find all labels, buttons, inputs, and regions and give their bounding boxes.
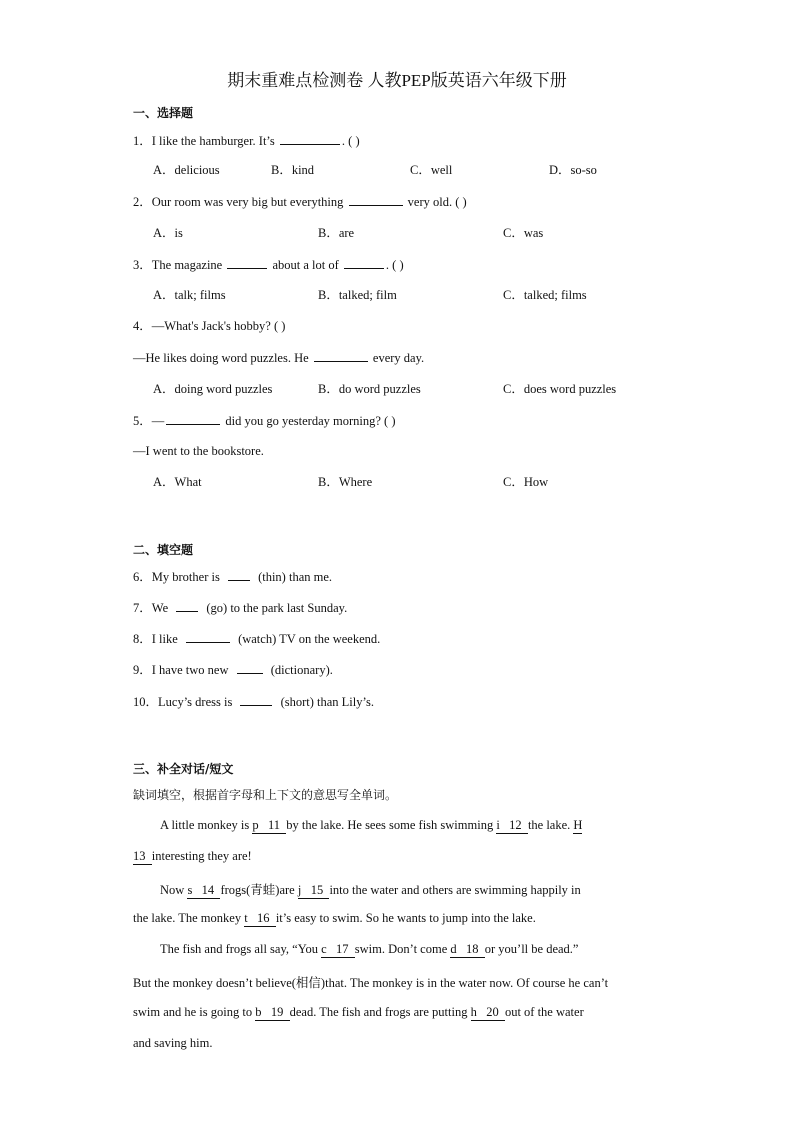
question-4-reply <box>133 349 424 366</box>
cloze-blank-12[interactable]: i 12 <box>496 818 528 832</box>
question-5-reply: —I went to the bookstore. <box>133 444 264 458</box>
passage-line <box>160 942 692 958</box>
section-heading-choice: 一、选择题 <box>133 106 194 120</box>
question-text: . ( ) <box>385 258 404 272</box>
answer-blank[interactable] <box>176 599 198 612</box>
option-b[interactable]: B．talked; film <box>318 288 397 302</box>
question-text: The magazine <box>151 258 223 272</box>
answer-blank[interactable] <box>186 630 230 643</box>
question-text: (watch) TV on the weekend. <box>238 632 381 646</box>
question-3 <box>133 256 404 273</box>
option-a[interactable]: A．is <box>153 226 183 240</box>
question-number: 4． <box>133 319 152 333</box>
question-6 <box>133 568 332 585</box>
cloze-instruction: 缺词填空，根据首字母和上下文的意思写全单词。 <box>133 788 398 802</box>
question-1 <box>133 132 360 149</box>
answer-blank[interactable] <box>314 349 368 362</box>
question-5 <box>133 412 396 429</box>
answer-blank[interactable] <box>227 256 267 269</box>
question-text: (go) to the park last Sunday. <box>206 601 348 615</box>
cloze-blank-14[interactable]: s 14 <box>187 883 221 897</box>
answer-blank[interactable] <box>228 568 250 581</box>
question-text: —What's Jack's hobby? ( ) <box>151 319 286 333</box>
cloze-blank-13[interactable]: 13 <box>133 849 152 863</box>
passage-text: interesting they are! <box>151 849 252 863</box>
option-b[interactable]: B．Where <box>318 475 373 489</box>
passage-text: by the lake. He sees some fish swimming <box>286 818 497 832</box>
option-a[interactable]: A．What <box>153 475 202 489</box>
passage-line <box>133 849 665 865</box>
question-text: I like <box>151 632 178 646</box>
option-a[interactable]: A．talk; films <box>153 288 226 302</box>
option-b[interactable]: B．do word puzzles <box>318 382 421 396</box>
question-text: (short) than Lily’s. <box>280 695 374 709</box>
cloze-blank-13a[interactable]: H <box>573 818 583 832</box>
question-text: Lucy’s dress is <box>158 695 233 709</box>
option-c[interactable]: C．well <box>410 163 453 177</box>
page-title: 期末重难点检测卷 人教PEP版英语六年级下册 <box>227 71 567 90</box>
option-a[interactable]: A．doing word puzzles <box>153 382 273 396</box>
passage-text: or you’ll be dead.” <box>484 942 579 956</box>
question-text: very old. ( ) <box>407 195 467 209</box>
option-a[interactable]: A．delicious <box>153 163 220 177</box>
cloze-blank-11[interactable]: p 11 <box>252 818 287 832</box>
question-number: 1． <box>133 134 152 148</box>
question-number: 9． <box>133 663 152 677</box>
question-10 <box>133 693 374 710</box>
passage-line <box>133 911 665 927</box>
answer-blank[interactable] <box>237 661 263 674</box>
option-c[interactable]: C．How <box>503 475 549 489</box>
answer-blank[interactable] <box>166 412 220 425</box>
option-c[interactable]: C．talked; films <box>503 288 587 302</box>
question-8 <box>133 630 380 647</box>
cloze-blank-16[interactable]: t 16 <box>244 911 276 925</box>
question-number: 8． <box>133 632 152 646</box>
passage-text: the lake. <box>527 818 574 832</box>
passage-line <box>160 818 692 834</box>
passage-text: the lake. The monkey <box>133 911 245 925</box>
question-number: 5． <box>133 414 152 428</box>
question-text: Our room was very big but everything <box>151 195 344 209</box>
passage-text: A little monkey is <box>160 818 253 832</box>
option-c[interactable]: C．does word puzzles <box>503 382 617 396</box>
cloze-blank-18[interactable]: d 18 <box>450 942 485 956</box>
option-d[interactable]: D．so-so <box>549 163 597 177</box>
cloze-blank-17[interactable]: c 17 <box>321 942 355 956</box>
section-heading-fill: 二、填空题 <box>133 543 194 557</box>
passage-line <box>133 973 665 991</box>
question-7 <box>133 599 347 616</box>
passage-text: Now <box>160 883 188 897</box>
passage-text: it’s easy to swim. So he wants to jump into the lake. <box>275 911 536 925</box>
question-text: My brother is <box>151 570 220 584</box>
question-text: We <box>151 601 169 615</box>
cloze-blank-19[interactable]: b 19 <box>255 1005 290 1019</box>
answer-blank[interactable] <box>280 132 340 145</box>
question-text: (dictionary). <box>270 663 333 677</box>
passage-line <box>133 1036 665 1051</box>
passage-text: frogs(青蛙)are <box>220 883 298 897</box>
passage-text: The fish and frogs all say, “You <box>160 942 322 956</box>
answer-blank[interactable] <box>240 693 272 706</box>
question-2 <box>133 193 467 210</box>
question-text: I have two new <box>151 663 229 677</box>
question-4 <box>133 318 285 334</box>
question-number: 7． <box>133 601 152 615</box>
question-text: . ( ) <box>341 134 360 148</box>
question-number: 2． <box>133 195 152 209</box>
passage-text: swim. Don’t come <box>354 942 451 956</box>
option-b[interactable]: B．are <box>318 226 355 240</box>
question-number: 10． <box>133 695 159 709</box>
passage-text: dead. The fish and frogs are putting <box>289 1005 471 1019</box>
passage-text: swim and he is going to <box>133 1005 256 1019</box>
option-b[interactable]: B．kind <box>271 163 315 177</box>
passage-text: But the monkey doesn’t believe(相信)that. The monkey is in the water now. Of course he can’t <box>133 976 609 990</box>
question-text: (thin) than me. <box>258 570 333 584</box>
answer-blank[interactable] <box>344 256 384 269</box>
question-text: I like the hamburger. It’s <box>151 134 275 148</box>
cloze-blank-20[interactable]: h 20 <box>470 1005 505 1019</box>
option-c[interactable]: C．was <box>503 226 544 240</box>
answer-blank[interactable] <box>349 193 403 206</box>
section-heading-cloze: 三、补全对话/短文 <box>133 762 234 776</box>
question-number: 6． <box>133 570 152 584</box>
question-text: —He likes doing word puzzles. He <box>133 351 309 365</box>
question-text: every day. <box>372 351 425 365</box>
passage-line <box>160 880 692 899</box>
question-9 <box>133 661 333 678</box>
passage-text: out of the water <box>504 1005 584 1019</box>
question-text: about a lot of <box>272 258 339 272</box>
passage-text: and saving him. <box>133 1036 213 1050</box>
passage-line <box>133 1005 665 1021</box>
question-text: did you go yesterday morning? ( ) <box>225 414 396 428</box>
question-text: — <box>151 414 165 428</box>
question-number: 3． <box>133 258 152 272</box>
cloze-blank-15[interactable]: j 15 <box>297 883 330 897</box>
passage-text: into the water and others are swimming happily in <box>329 883 581 897</box>
